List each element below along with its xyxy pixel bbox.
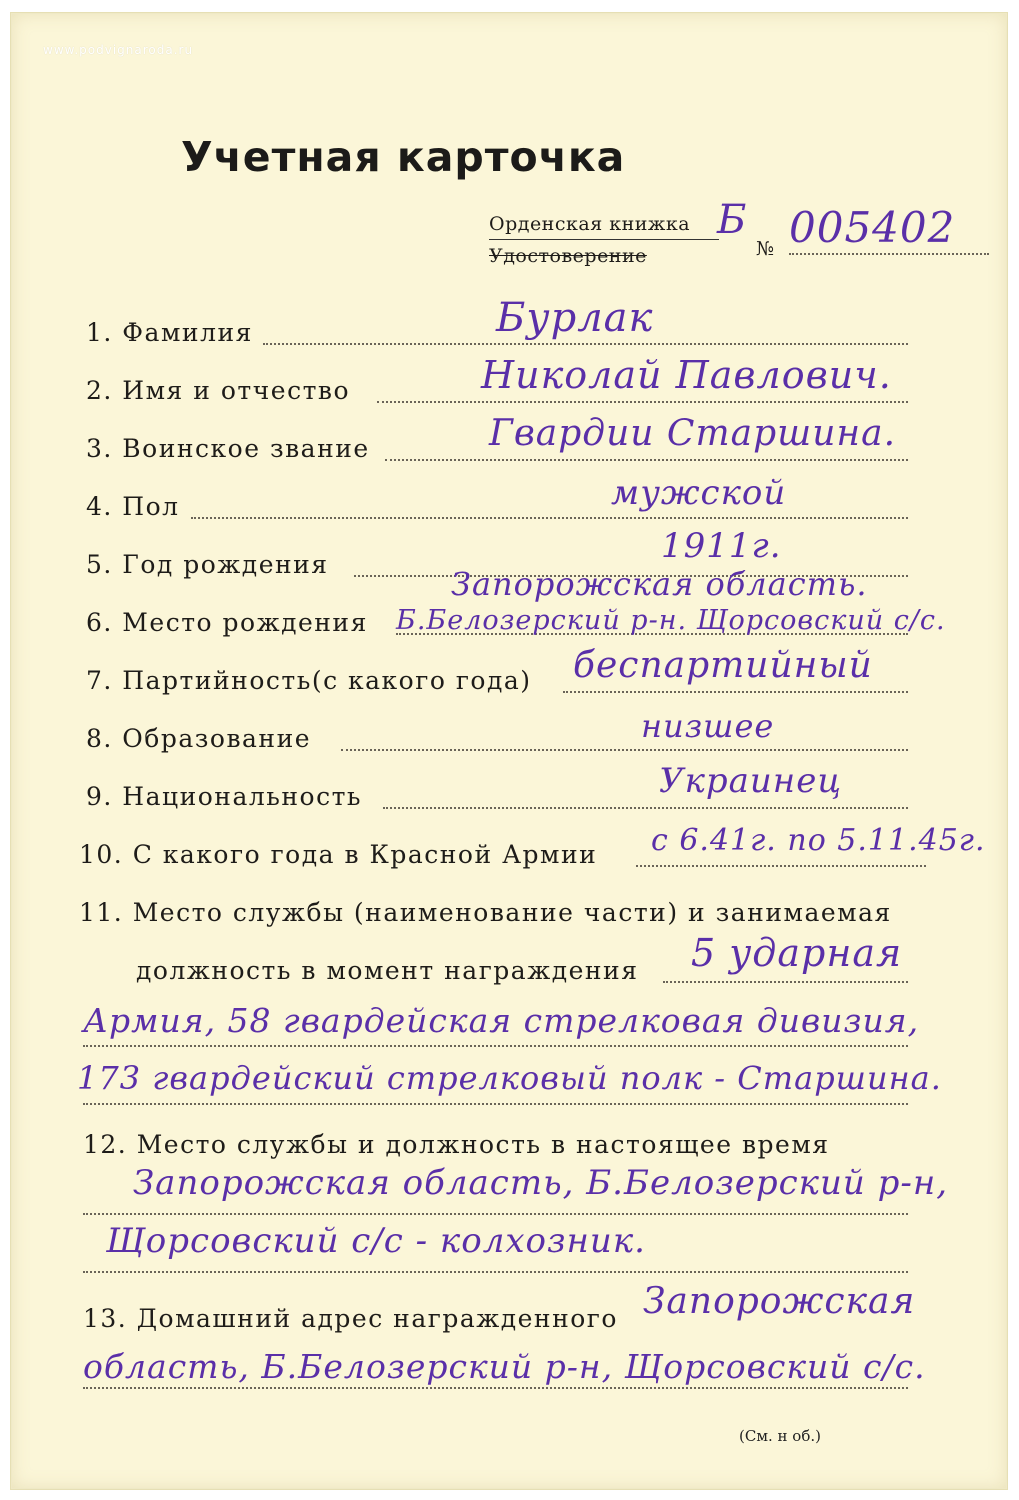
field-service-line-3 — [83, 1103, 908, 1105]
account-card — [10, 12, 1008, 1490]
field-nationality-label: 9. Национальность — [86, 782, 363, 811]
field-surname-label: 1. Фамилия — [86, 318, 253, 347]
field-address-value-2: область, Б.Белозерский р-н, Щорсовский с/с. — [83, 1347, 926, 1386]
certificate-label: Удостоверение — [489, 245, 647, 267]
field-education-value: низшее — [641, 707, 775, 745]
field-service-label-2: должность в момент награждения — [136, 956, 639, 985]
field-surname-value: Бурлак — [496, 295, 654, 341]
field-birth-year-label: 5. Год рождения — [86, 550, 329, 579]
field-rank-label: 3. Воинское звание — [86, 434, 370, 463]
field-address-line — [83, 1387, 908, 1389]
field-birthplace-label: 6. Место рождения — [86, 608, 368, 637]
field-current-service-value-1: Запорожская область, Б.Белозерский р-н, — [133, 1163, 949, 1203]
field-current-service-line-1 — [83, 1213, 908, 1215]
field-surname-line — [263, 343, 908, 345]
field-nationality-value: Украинец — [659, 761, 843, 801]
field-address-label: 13. Домашний адрес награжденного — [83, 1304, 618, 1333]
field-current-service-value-2: Щорсовский с/с - колхозник. — [106, 1221, 646, 1261]
field-rank-value: Гвардии Старшина. — [489, 413, 897, 454]
field-service-value-2: Армия, 58 гвардейская стрелковая дивизия, — [83, 1001, 920, 1040]
card-title: Учетная карточка — [181, 133, 626, 181]
field-education-label: 8. Образование — [86, 724, 312, 753]
field-service-line-1 — [663, 981, 908, 983]
field-party-label: 7. Партийность(с какого года) — [86, 666, 532, 695]
book-label-underline — [489, 239, 719, 240]
field-service-value-3: 173 гвардейский стрелковый полк - Старшина. — [77, 1059, 942, 1097]
field-current-service-label: 12. Место службы и должность в настоящее время — [83, 1130, 830, 1159]
field-nationality-line — [383, 807, 908, 809]
field-current-service-line-2 — [83, 1271, 908, 1273]
field-sex-label: 4. Пол — [86, 492, 180, 521]
field-education-line — [341, 749, 908, 751]
field-army-since-value: с 6.41г. по 5.11.45г. — [651, 823, 986, 858]
number-handwritten: 005402 — [789, 203, 956, 252]
field-birth-year-value: 1911г. — [661, 526, 782, 566]
field-name-label: 2. Имя и отчество — [86, 376, 351, 405]
field-army-since-label: 10. С какого года в Красной Армии — [79, 840, 598, 869]
field-service-label-1: 11. Место службы (наименование части) и занимаемая — [79, 898, 892, 927]
field-name-value: Николай Павлович. — [481, 353, 892, 397]
field-sex-value: мужской — [611, 473, 787, 513]
watermark: www.podvignaroda.ru — [43, 43, 194, 57]
field-rank-line — [385, 459, 908, 461]
field-party-value: беспартийный — [573, 645, 873, 686]
field-address-value-1: Запорожская — [643, 1281, 916, 1322]
order-book-label: Орденская книжка — [489, 213, 691, 235]
see-reverse-note: (См. н об.) — [739, 1427, 821, 1445]
field-army-since-line — [636, 865, 926, 867]
number-line — [789, 253, 989, 255]
field-party-line — [563, 691, 908, 693]
number-sign: № — [756, 238, 775, 260]
field-sex-line — [191, 517, 908, 519]
field-birthplace-value-1: Запорожская область. — [451, 565, 868, 603]
field-name-line — [377, 401, 908, 403]
field-service-line-2 — [83, 1045, 908, 1047]
series-handwritten: Б — [717, 197, 748, 243]
field-service-value-1: 5 ударная — [691, 931, 903, 975]
field-birthplace-value-2: Б.Белозерский р-н. Щорсовский с/с. — [396, 605, 946, 636]
